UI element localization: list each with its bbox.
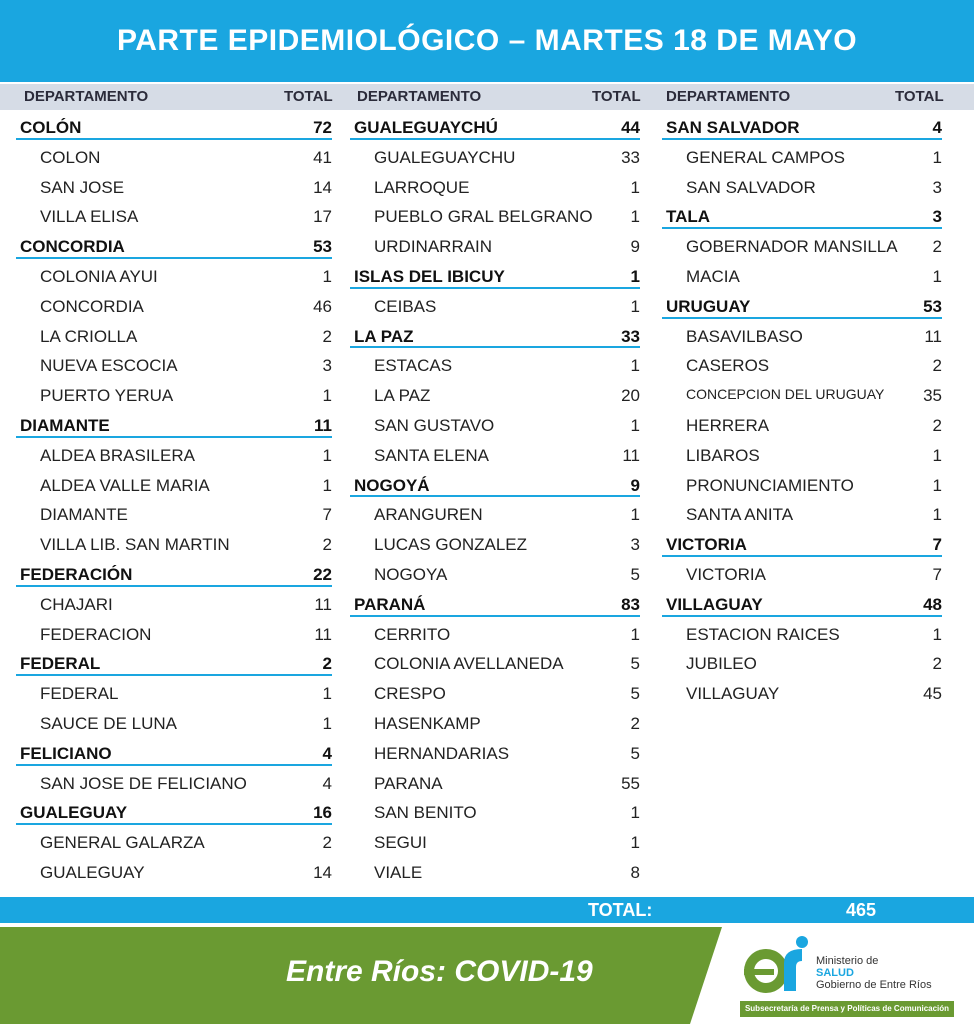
- department-total: 4: [322, 743, 332, 763]
- locality-total: 1: [630, 177, 640, 197]
- locality-total: 9: [630, 237, 640, 257]
- department-total: 53: [923, 296, 942, 316]
- department-underline: [350, 346, 640, 348]
- department-name: LA PAZ: [354, 326, 414, 346]
- locality-total: 2: [322, 535, 332, 555]
- department-total: 16: [313, 803, 332, 823]
- locality-name: NOGOYA: [374, 564, 448, 584]
- locality-total: 5: [630, 564, 640, 584]
- locality-name: SAN GUSTAVO: [374, 415, 495, 435]
- locality-name: VILLAGUAY: [686, 684, 780, 704]
- locality-row: [16, 529, 336, 559]
- locality-name: VILLA ELISA: [40, 207, 139, 227]
- department-underline: [16, 138, 332, 140]
- department-name: URUGUAY: [666, 296, 751, 316]
- locality-row: [662, 648, 974, 678]
- locality-row: [350, 350, 670, 380]
- locality-row: [662, 470, 974, 500]
- department-total: 2: [322, 654, 332, 674]
- locality-name: LUCAS GONZALEZ: [374, 535, 528, 555]
- logo-line-2: SALUD: [816, 967, 854, 979]
- department-total: 48: [923, 594, 942, 614]
- locality-row: [16, 291, 336, 321]
- locality-total: 1: [630, 296, 640, 316]
- locality-name: LA CRIOLLA: [40, 326, 138, 346]
- department-name: FELICIANO: [20, 743, 112, 763]
- locality-name: VILLA LIB. SAN MARTIN: [40, 535, 230, 555]
- locality-total: 11: [924, 326, 942, 346]
- locality-name: BASAVILBASO: [686, 326, 803, 346]
- department-name: GUALEGUAYCHÚ: [354, 118, 498, 137]
- locality-name: PRONUNCIAMIENTO: [686, 475, 854, 495]
- locality-total: 2: [630, 713, 640, 733]
- locality-total: 1: [322, 713, 332, 733]
- department-underline: [350, 138, 640, 140]
- locality-name: MACIA: [686, 266, 740, 286]
- department-underline: [16, 257, 332, 259]
- locality-total: 7: [932, 564, 942, 584]
- locality-row: [350, 619, 670, 649]
- locality-row: [662, 350, 974, 380]
- department-total: 44: [621, 118, 640, 137]
- department-row: [662, 201, 974, 231]
- locality-name: FEDERAL: [40, 684, 119, 704]
- locality-total: 7: [322, 505, 332, 525]
- department-name: TALA: [666, 207, 711, 227]
- department-underline: [350, 615, 640, 617]
- locality-total: 1: [630, 833, 640, 853]
- department-name: FEDERACIÓN: [20, 564, 133, 584]
- locality-name: CERRITO: [374, 624, 451, 644]
- locality-total: 3: [630, 535, 640, 555]
- locality-row: [350, 201, 670, 231]
- locality-name: DIAMANTE: [40, 505, 128, 525]
- locality-row: [16, 380, 336, 410]
- locality-name: GOBERNADOR MANSILLA: [686, 237, 898, 257]
- locality-total: 2: [322, 326, 332, 346]
- locality-total: 2: [932, 654, 942, 674]
- locality-name: ESTACION RAICES: [686, 624, 840, 644]
- locality-total: 11: [622, 445, 640, 465]
- locality-row: [16, 589, 336, 619]
- department-row: [16, 648, 336, 678]
- locality-name: SAUCE DE LUNA: [40, 713, 177, 733]
- department-total: 3: [932, 207, 942, 227]
- locality-name: GUALEGUAYCHU: [374, 147, 516, 167]
- logo-strip: Subsecretaría de Prensa y Políticas de Comunicación: [740, 1001, 954, 1017]
- locality-total: 1: [322, 386, 332, 406]
- locality-total: 11: [314, 594, 332, 614]
- locality-row: [662, 678, 974, 708]
- locality-row: [16, 350, 336, 380]
- locality-row: [350, 827, 670, 857]
- locality-total: 45: [923, 684, 942, 704]
- locality-total: 1: [630, 356, 640, 376]
- locality-total: 1: [630, 505, 640, 525]
- header-total-2: TOTAL: [592, 88, 641, 105]
- locality-name: SAN JOSE DE FELICIANO: [40, 773, 247, 793]
- locality-total: 35: [923, 386, 942, 406]
- department-row: [350, 470, 670, 500]
- locality-total: 1: [630, 624, 640, 644]
- locality-row: [16, 321, 336, 351]
- locality-total: 1: [932, 505, 942, 525]
- department-underline: [662, 317, 942, 319]
- locality-name: CRESPO: [374, 684, 446, 704]
- department-total: 11: [314, 415, 332, 435]
- locality-total: 14: [313, 177, 332, 197]
- header-departamento-3: DEPARTAMENTO: [666, 88, 791, 105]
- locality-total: 2: [932, 415, 942, 435]
- locality-row: [350, 231, 670, 261]
- locality-row: [350, 172, 670, 202]
- locality-row: [16, 708, 336, 738]
- locality-name: NUEVA ESCOCIA: [40, 356, 178, 376]
- department-total: 4: [932, 118, 942, 137]
- department-underline: [16, 674, 332, 676]
- ministerio-salud-logo: [732, 933, 962, 1021]
- header-total-1: TOTAL: [284, 88, 333, 105]
- locality-name: SEGUI: [374, 833, 427, 853]
- department-underline: [662, 615, 942, 617]
- column-1: [16, 112, 336, 887]
- department-row: [16, 797, 336, 827]
- locality-name: SAN BENITO: [374, 803, 477, 823]
- department-name: GUALEGUAY: [20, 803, 128, 823]
- locality-row: [16, 678, 336, 708]
- locality-name: PUEBLO GRAL BELGRANO: [374, 207, 593, 227]
- department-row: [662, 589, 974, 619]
- department-total: 83: [621, 594, 640, 614]
- locality-total: 5: [630, 654, 640, 674]
- locality-total: 41: [313, 147, 332, 167]
- locality-name: COLONIA AYUI: [40, 266, 158, 286]
- department-name: SAN SALVADOR: [666, 118, 800, 137]
- column-3: [662, 112, 974, 708]
- locality-total: 5: [630, 743, 640, 763]
- locality-row: [662, 499, 974, 529]
- locality-row: [16, 857, 336, 887]
- locality-total: 1: [932, 445, 942, 465]
- logo-line-1: Ministerio de: [816, 955, 879, 967]
- locality-name: HASENKAMP: [374, 713, 481, 733]
- department-total: 1: [630, 266, 640, 286]
- page-title: PARTE EPIDEMIOLÓGICO – MARTES 18 DE MAYO: [0, 0, 974, 82]
- locality-row: [662, 559, 974, 589]
- locality-row: [350, 410, 670, 440]
- locality-total: 33: [621, 147, 640, 167]
- department-underline: [16, 823, 332, 825]
- department-row: [662, 291, 974, 321]
- department-underline: [16, 436, 332, 438]
- locality-row: [16, 827, 336, 857]
- locality-total: 2: [932, 237, 942, 257]
- locality-name: HERNANDARIAS: [374, 743, 510, 763]
- locality-name: FEDERACION: [40, 624, 152, 644]
- locality-row: [662, 410, 974, 440]
- total-bar: [0, 897, 974, 923]
- department-row: [16, 231, 336, 261]
- locality-name: COLONIA AVELLANEDA: [374, 654, 564, 674]
- locality-row: [662, 321, 974, 351]
- locality-name: ARANGUREN: [374, 505, 483, 525]
- locality-name: ESTACAS: [374, 356, 453, 376]
- department-total: 53: [313, 237, 332, 257]
- locality-row: [350, 648, 670, 678]
- locality-total: 11: [314, 624, 332, 644]
- department-row: [350, 112, 670, 142]
- locality-name: SAN JOSE: [40, 177, 125, 197]
- header-total-3: TOTAL: [895, 88, 944, 105]
- locality-total: 1: [932, 624, 942, 644]
- locality-row: [350, 857, 670, 887]
- locality-row: [662, 440, 974, 470]
- department-name: VICTORIA: [666, 535, 747, 555]
- locality-row: [350, 708, 670, 738]
- department-row: [16, 738, 336, 768]
- locality-name: SAN SALVADOR: [686, 177, 816, 197]
- locality-row: [662, 380, 974, 410]
- locality-total: 2: [932, 356, 942, 376]
- locality-row: [662, 142, 974, 172]
- locality-name: PARANA: [374, 773, 443, 793]
- locality-row: [16, 768, 336, 798]
- locality-name: LIBAROS: [686, 445, 760, 465]
- locality-row: [350, 440, 670, 470]
- logo-text: [816, 955, 932, 991]
- department-name: DIAMANTE: [20, 415, 110, 435]
- department-name: PARANÁ: [354, 594, 426, 614]
- locality-total: 1: [322, 266, 332, 286]
- total-value: 465: [846, 900, 877, 920]
- locality-total: 1: [630, 415, 640, 435]
- department-underline: [662, 138, 942, 140]
- department-total: 22: [313, 564, 332, 584]
- locality-total: 20: [621, 386, 640, 406]
- locality-total: 1: [932, 147, 942, 167]
- department-row: [16, 410, 336, 440]
- locality-total: 1: [932, 475, 942, 495]
- logo-line-3: Gobierno de Entre Ríos: [816, 979, 932, 991]
- department-total: 7: [932, 535, 942, 555]
- locality-name: LA PAZ: [374, 386, 431, 406]
- locality-total: 55: [621, 773, 640, 793]
- locality-total: 5: [630, 684, 640, 704]
- locality-total: 3: [322, 356, 332, 376]
- locality-name: VIALE: [374, 862, 423, 882]
- locality-row: [350, 291, 670, 321]
- department-underline: [16, 764, 332, 766]
- locality-row: [350, 499, 670, 529]
- department-underline: [662, 227, 942, 229]
- footer-tagline: Entre Ríos: COVID-19: [286, 955, 593, 988]
- locality-name: HERRERA: [686, 415, 770, 435]
- department-name: CONCORDIA: [20, 237, 125, 257]
- footer: [0, 927, 974, 1024]
- er-logo-icon: [736, 933, 816, 997]
- locality-row: [662, 261, 974, 291]
- department-row: [662, 112, 974, 142]
- locality-total: 8: [630, 862, 640, 882]
- locality-row: [16, 142, 336, 172]
- department-name: COLÓN: [20, 118, 82, 137]
- locality-name: LARROQUE: [374, 177, 470, 197]
- department-name: NOGOYÁ: [354, 475, 430, 495]
- locality-name: CHAJARI: [40, 594, 113, 614]
- locality-total: 1: [322, 445, 332, 465]
- locality-row: [662, 172, 974, 202]
- department-row: [350, 589, 670, 619]
- locality-name: PUERTO YERUA: [40, 386, 174, 406]
- locality-row: [350, 142, 670, 172]
- department-row: [16, 112, 336, 142]
- department-name: ISLAS DEL IBICUY: [354, 266, 505, 286]
- locality-row: [16, 261, 336, 291]
- locality-name: CEIBAS: [374, 296, 437, 316]
- locality-name: URDINARRAIN: [374, 237, 493, 257]
- locality-total: 2: [322, 833, 332, 853]
- department-underline: [662, 555, 942, 557]
- locality-name: ALDEA BRASILERA: [40, 445, 195, 465]
- locality-name: CONCEPCION DEL URUGUAY: [686, 386, 885, 403]
- locality-total: 46: [313, 296, 332, 316]
- locality-row: [350, 529, 670, 559]
- department-total: 72: [313, 118, 332, 137]
- locality-name: CASEROS: [686, 356, 770, 376]
- locality-row: [16, 440, 336, 470]
- locality-name: JUBILEO: [686, 654, 757, 674]
- header-departamento-1: DEPARTAMENTO: [24, 88, 149, 105]
- column-header-bar: [0, 84, 974, 110]
- locality-row: [16, 619, 336, 649]
- locality-total: 1: [322, 684, 332, 704]
- locality-total: 1: [322, 475, 332, 495]
- locality-name: CONCORDIA: [40, 296, 144, 316]
- locality-name: GENERAL GALARZA: [40, 833, 205, 853]
- locality-row: [350, 738, 670, 768]
- locality-total: 17: [313, 207, 332, 227]
- locality-row: [350, 678, 670, 708]
- department-underline: [350, 287, 640, 289]
- locality-total: 1: [630, 803, 640, 823]
- locality-row: [16, 201, 336, 231]
- locality-row: [350, 380, 670, 410]
- department-row: [350, 321, 670, 351]
- locality-name: GUALEGUAY: [40, 862, 145, 882]
- department-name: VILLAGUAY: [666, 594, 763, 614]
- header-departamento-2: DEPARTAMENTO: [357, 88, 482, 105]
- department-row: [16, 559, 336, 589]
- locality-name: SANTA ELENA: [374, 445, 489, 465]
- locality-name: SANTA ANITA: [686, 505, 794, 525]
- locality-name: COLON: [40, 147, 101, 167]
- column-2: [350, 112, 670, 887]
- locality-total: 1: [932, 266, 942, 286]
- locality-row: [16, 499, 336, 529]
- total-label: TOTAL:: [588, 900, 653, 920]
- locality-row: [662, 231, 974, 261]
- department-total: 33: [621, 326, 640, 346]
- locality-row: [16, 470, 336, 500]
- locality-row: [350, 797, 670, 827]
- locality-row: [350, 559, 670, 589]
- department-underline: [350, 495, 640, 497]
- locality-row: [16, 172, 336, 202]
- department-total: 9: [630, 475, 640, 495]
- department-row: [350, 261, 670, 291]
- locality-name: VICTORIA: [686, 564, 766, 584]
- locality-name: ALDEA VALLE MARIA: [40, 475, 210, 495]
- department-name: FEDERAL: [20, 654, 101, 674]
- locality-row: [350, 768, 670, 798]
- locality-total: 14: [313, 862, 332, 882]
- locality-total: 3: [932, 177, 942, 197]
- locality-total: 1: [630, 207, 640, 227]
- department-underline: [16, 585, 332, 587]
- department-row: [662, 529, 974, 559]
- locality-total: 4: [322, 773, 332, 793]
- locality-name: GENERAL CAMPOS: [686, 147, 846, 167]
- locality-row: [662, 619, 974, 649]
